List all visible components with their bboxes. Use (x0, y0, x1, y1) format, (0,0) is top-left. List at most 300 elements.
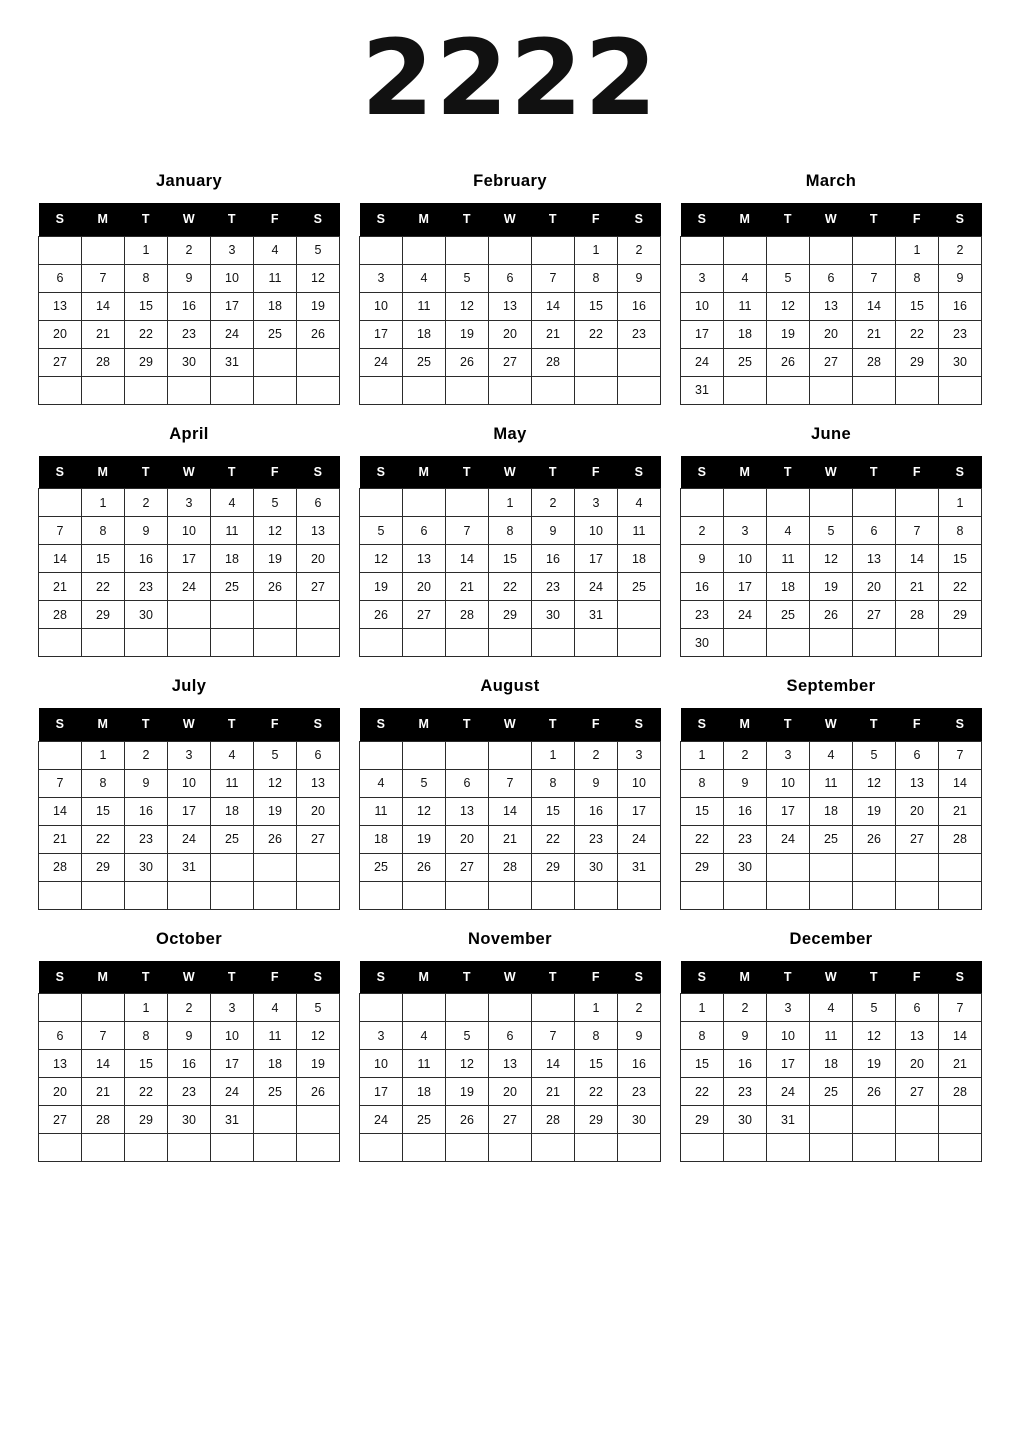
day-cell[interactable]: 10 (211, 1022, 254, 1050)
day-cell[interactable]: 10 (724, 545, 767, 573)
day-cell[interactable]: 28 (39, 601, 82, 629)
day-cell[interactable]: 5 (767, 264, 810, 292)
day-cell[interactable]: 28 (446, 601, 489, 629)
day-cell[interactable]: 3 (724, 517, 767, 545)
day-cell[interactable]: 25 (254, 1078, 297, 1106)
day-cell[interactable]: 1 (681, 994, 724, 1022)
day-cell[interactable]: 27 (853, 601, 896, 629)
day-cell[interactable]: 29 (82, 601, 125, 629)
day-cell[interactable]: 6 (39, 264, 82, 292)
day-cell[interactable]: 26 (297, 320, 340, 348)
day-cell[interactable]: 22 (575, 320, 618, 348)
day-cell[interactable]: 5 (446, 1022, 489, 1050)
day-cell[interactable]: 30 (532, 601, 575, 629)
day-cell[interactable]: 14 (39, 545, 82, 573)
day-cell[interactable]: 25 (211, 573, 254, 601)
day-cell[interactable]: 21 (939, 797, 982, 825)
day-cell[interactable]: 28 (939, 825, 982, 853)
day-cell[interactable]: 4 (403, 264, 446, 292)
day-cell[interactable]: 18 (360, 825, 403, 853)
day-cell[interactable]: 3 (360, 264, 403, 292)
day-cell[interactable]: 1 (489, 489, 532, 517)
day-cell[interactable]: 3 (618, 741, 661, 769)
day-cell[interactable]: 22 (125, 320, 168, 348)
day-cell[interactable]: 25 (618, 573, 661, 601)
day-cell[interactable]: 30 (618, 1106, 661, 1134)
day-cell[interactable]: 1 (125, 994, 168, 1022)
day-cell[interactable]: 3 (767, 994, 810, 1022)
day-cell[interactable]: 19 (767, 320, 810, 348)
day-cell[interactable]: 6 (853, 517, 896, 545)
day-cell[interactable]: 25 (403, 1106, 446, 1134)
day-cell[interactable]: 21 (939, 1050, 982, 1078)
day-cell[interactable]: 31 (211, 348, 254, 376)
day-cell[interactable]: 7 (82, 264, 125, 292)
day-cell[interactable]: 7 (489, 769, 532, 797)
day-cell[interactable]: 8 (681, 769, 724, 797)
day-cell[interactable]: 25 (724, 348, 767, 376)
day-cell[interactable]: 15 (939, 545, 982, 573)
day-cell[interactable]: 5 (853, 741, 896, 769)
day-cell[interactable]: 4 (767, 517, 810, 545)
day-cell[interactable]: 18 (403, 320, 446, 348)
day-cell[interactable]: 1 (125, 236, 168, 264)
day-cell[interactable]: 24 (360, 348, 403, 376)
day-cell[interactable]: 23 (939, 320, 982, 348)
day-cell[interactable]: 22 (489, 573, 532, 601)
day-cell[interactable]: 26 (254, 573, 297, 601)
day-cell[interactable]: 7 (39, 769, 82, 797)
day-cell[interactable]: 24 (767, 825, 810, 853)
day-cell[interactable]: 22 (575, 1078, 618, 1106)
day-cell[interactable]: 16 (724, 797, 767, 825)
day-cell[interactable]: 6 (896, 994, 939, 1022)
day-cell[interactable]: 28 (82, 1106, 125, 1134)
day-cell[interactable]: 18 (767, 573, 810, 601)
day-cell[interactable]: 14 (853, 292, 896, 320)
day-cell[interactable]: 10 (360, 292, 403, 320)
day-cell[interactable]: 16 (125, 797, 168, 825)
day-cell[interactable]: 16 (575, 797, 618, 825)
day-cell[interactable]: 7 (39, 517, 82, 545)
day-cell[interactable]: 9 (939, 264, 982, 292)
day-cell[interactable]: 21 (39, 573, 82, 601)
day-cell[interactable]: 6 (810, 264, 853, 292)
day-cell[interactable]: 18 (810, 1050, 853, 1078)
day-cell[interactable]: 27 (297, 573, 340, 601)
day-cell[interactable]: 31 (681, 376, 724, 404)
day-cell[interactable]: 2 (681, 517, 724, 545)
day-cell[interactable]: 26 (403, 853, 446, 881)
day-cell[interactable]: 12 (767, 292, 810, 320)
day-cell[interactable]: 5 (254, 489, 297, 517)
day-cell[interactable]: 11 (211, 769, 254, 797)
day-cell[interactable]: 3 (211, 236, 254, 264)
day-cell[interactable]: 19 (853, 1050, 896, 1078)
day-cell[interactable]: 11 (810, 769, 853, 797)
day-cell[interactable]: 27 (810, 348, 853, 376)
day-cell[interactable]: 25 (810, 1078, 853, 1106)
day-cell[interactable]: 7 (939, 994, 982, 1022)
day-cell[interactable]: 20 (896, 797, 939, 825)
day-cell[interactable]: 19 (297, 1050, 340, 1078)
day-cell[interactable]: 25 (360, 853, 403, 881)
day-cell[interactable]: 20 (853, 573, 896, 601)
day-cell[interactable]: 27 (39, 348, 82, 376)
day-cell[interactable]: 20 (403, 573, 446, 601)
day-cell[interactable]: 4 (618, 489, 661, 517)
day-cell[interactable]: 21 (532, 320, 575, 348)
day-cell[interactable]: 25 (254, 320, 297, 348)
day-cell[interactable]: 28 (489, 853, 532, 881)
day-cell[interactable]: 13 (853, 545, 896, 573)
day-cell[interactable]: 8 (82, 517, 125, 545)
day-cell[interactable]: 17 (360, 320, 403, 348)
day-cell[interactable]: 20 (810, 320, 853, 348)
day-cell[interactable]: 6 (297, 741, 340, 769)
day-cell[interactable]: 29 (939, 601, 982, 629)
day-cell[interactable]: 12 (254, 517, 297, 545)
day-cell[interactable]: 11 (403, 1050, 446, 1078)
day-cell[interactable]: 27 (489, 348, 532, 376)
day-cell[interactable]: 16 (618, 1050, 661, 1078)
day-cell[interactable]: 27 (39, 1106, 82, 1134)
day-cell[interactable]: 12 (403, 797, 446, 825)
day-cell[interactable]: 29 (681, 1106, 724, 1134)
day-cell[interactable]: 8 (532, 769, 575, 797)
day-cell[interactable]: 30 (125, 853, 168, 881)
day-cell[interactable]: 23 (532, 573, 575, 601)
day-cell[interactable]: 5 (254, 741, 297, 769)
day-cell[interactable]: 14 (39, 797, 82, 825)
day-cell[interactable]: 16 (532, 545, 575, 573)
day-cell[interactable]: 5 (403, 769, 446, 797)
day-cell[interactable]: 15 (82, 545, 125, 573)
day-cell[interactable]: 30 (724, 1106, 767, 1134)
day-cell[interactable]: 8 (939, 517, 982, 545)
day-cell[interactable]: 5 (810, 517, 853, 545)
day-cell[interactable]: 26 (767, 348, 810, 376)
day-cell[interactable]: 1 (575, 994, 618, 1022)
day-cell[interactable]: 28 (896, 601, 939, 629)
day-cell[interactable]: 13 (297, 769, 340, 797)
day-cell[interactable]: 11 (767, 545, 810, 573)
day-cell[interactable]: 12 (810, 545, 853, 573)
day-cell[interactable]: 30 (125, 601, 168, 629)
day-cell[interactable]: 13 (896, 1022, 939, 1050)
day-cell[interactable]: 29 (681, 853, 724, 881)
day-cell[interactable]: 26 (254, 825, 297, 853)
day-cell[interactable]: 10 (575, 517, 618, 545)
day-cell[interactable]: 16 (681, 573, 724, 601)
day-cell[interactable]: 9 (724, 1022, 767, 1050)
day-cell[interactable]: 8 (82, 769, 125, 797)
day-cell[interactable]: 31 (618, 853, 661, 881)
day-cell[interactable]: 14 (939, 769, 982, 797)
day-cell[interactable]: 10 (168, 769, 211, 797)
day-cell[interactable]: 12 (254, 769, 297, 797)
day-cell[interactable]: 21 (39, 825, 82, 853)
day-cell[interactable]: 15 (681, 797, 724, 825)
day-cell[interactable]: 21 (82, 320, 125, 348)
day-cell[interactable]: 29 (489, 601, 532, 629)
day-cell[interactable]: 28 (39, 853, 82, 881)
day-cell[interactable]: 26 (297, 1078, 340, 1106)
day-cell[interactable]: 4 (724, 264, 767, 292)
day-cell[interactable]: 22 (82, 825, 125, 853)
day-cell[interactable]: 1 (896, 236, 939, 264)
day-cell[interactable]: 16 (168, 1050, 211, 1078)
day-cell[interactable]: 23 (168, 1078, 211, 1106)
day-cell[interactable]: 19 (853, 797, 896, 825)
day-cell[interactable]: 25 (211, 825, 254, 853)
day-cell[interactable]: 1 (82, 489, 125, 517)
day-cell[interactable]: 23 (575, 825, 618, 853)
day-cell[interactable]: 18 (211, 797, 254, 825)
day-cell[interactable]: 20 (39, 320, 82, 348)
day-cell[interactable]: 9 (532, 517, 575, 545)
day-cell[interactable]: 21 (489, 825, 532, 853)
day-cell[interactable]: 31 (575, 601, 618, 629)
day-cell[interactable]: 22 (681, 1078, 724, 1106)
day-cell[interactable]: 31 (767, 1106, 810, 1134)
day-cell[interactable]: 10 (211, 264, 254, 292)
day-cell[interactable]: 16 (939, 292, 982, 320)
day-cell[interactable]: 14 (446, 545, 489, 573)
day-cell[interactable]: 27 (896, 825, 939, 853)
day-cell[interactable]: 18 (403, 1078, 446, 1106)
day-cell[interactable]: 14 (939, 1022, 982, 1050)
day-cell[interactable]: 9 (681, 545, 724, 573)
day-cell[interactable]: 13 (297, 517, 340, 545)
day-cell[interactable]: 2 (168, 994, 211, 1022)
day-cell[interactable]: 23 (125, 573, 168, 601)
day-cell[interactable]: 14 (489, 797, 532, 825)
day-cell[interactable]: 5 (446, 264, 489, 292)
day-cell[interactable]: 30 (939, 348, 982, 376)
day-cell[interactable]: 28 (853, 348, 896, 376)
day-cell[interactable]: 23 (724, 825, 767, 853)
day-cell[interactable]: 12 (297, 1022, 340, 1050)
day-cell[interactable]: 21 (82, 1078, 125, 1106)
day-cell[interactable]: 17 (360, 1078, 403, 1106)
day-cell[interactable]: 3 (168, 741, 211, 769)
day-cell[interactable]: 1 (82, 741, 125, 769)
day-cell[interactable]: 17 (618, 797, 661, 825)
day-cell[interactable]: 23 (724, 1078, 767, 1106)
day-cell[interactable]: 2 (724, 994, 767, 1022)
day-cell[interactable]: 31 (168, 853, 211, 881)
day-cell[interactable]: 30 (168, 348, 211, 376)
day-cell[interactable]: 13 (39, 1050, 82, 1078)
day-cell[interactable]: 10 (360, 1050, 403, 1078)
day-cell[interactable]: 20 (39, 1078, 82, 1106)
day-cell[interactable]: 11 (254, 1022, 297, 1050)
day-cell[interactable]: 4 (403, 1022, 446, 1050)
day-cell[interactable]: 17 (681, 320, 724, 348)
day-cell[interactable]: 14 (896, 545, 939, 573)
day-cell[interactable]: 13 (489, 292, 532, 320)
day-cell[interactable]: 10 (767, 1022, 810, 1050)
day-cell[interactable]: 23 (618, 320, 661, 348)
day-cell[interactable]: 3 (767, 741, 810, 769)
day-cell[interactable]: 11 (810, 1022, 853, 1050)
day-cell[interactable]: 21 (853, 320, 896, 348)
day-cell[interactable]: 23 (618, 1078, 661, 1106)
day-cell[interactable]: 24 (211, 320, 254, 348)
day-cell[interactable]: 4 (254, 994, 297, 1022)
day-cell[interactable]: 28 (939, 1078, 982, 1106)
day-cell[interactable]: 7 (82, 1022, 125, 1050)
day-cell[interactable]: 18 (254, 292, 297, 320)
day-cell[interactable]: 7 (896, 517, 939, 545)
day-cell[interactable]: 12 (446, 292, 489, 320)
day-cell[interactable]: 4 (810, 994, 853, 1022)
day-cell[interactable]: 11 (254, 264, 297, 292)
day-cell[interactable]: 18 (618, 545, 661, 573)
day-cell[interactable]: 5 (360, 517, 403, 545)
day-cell[interactable]: 15 (532, 797, 575, 825)
day-cell[interactable]: 6 (403, 517, 446, 545)
day-cell[interactable]: 10 (618, 769, 661, 797)
day-cell[interactable]: 12 (853, 769, 896, 797)
day-cell[interactable]: 27 (446, 853, 489, 881)
day-cell[interactable]: 29 (125, 1106, 168, 1134)
day-cell[interactable]: 29 (896, 348, 939, 376)
day-cell[interactable]: 29 (575, 1106, 618, 1134)
day-cell[interactable]: 2 (724, 741, 767, 769)
day-cell[interactable]: 17 (724, 573, 767, 601)
day-cell[interactable]: 11 (618, 517, 661, 545)
day-cell[interactable]: 6 (39, 1022, 82, 1050)
day-cell[interactable]: 19 (254, 797, 297, 825)
day-cell[interactable]: 22 (125, 1078, 168, 1106)
day-cell[interactable]: 15 (125, 292, 168, 320)
day-cell[interactable]: 13 (810, 292, 853, 320)
day-cell[interactable]: 26 (853, 825, 896, 853)
day-cell[interactable]: 8 (896, 264, 939, 292)
day-cell[interactable]: 10 (767, 769, 810, 797)
day-cell[interactable]: 4 (254, 236, 297, 264)
day-cell[interactable]: 15 (489, 545, 532, 573)
day-cell[interactable]: 17 (168, 545, 211, 573)
day-cell[interactable]: 4 (211, 489, 254, 517)
day-cell[interactable]: 22 (82, 573, 125, 601)
day-cell[interactable]: 11 (403, 292, 446, 320)
day-cell[interactable]: 11 (211, 517, 254, 545)
day-cell[interactable]: 21 (532, 1078, 575, 1106)
day-cell[interactable]: 14 (532, 1050, 575, 1078)
day-cell[interactable]: 26 (810, 601, 853, 629)
day-cell[interactable]: 25 (810, 825, 853, 853)
day-cell[interactable]: 17 (767, 797, 810, 825)
day-cell[interactable]: 24 (681, 348, 724, 376)
day-cell[interactable]: 24 (575, 573, 618, 601)
day-cell[interactable]: 10 (168, 517, 211, 545)
day-cell[interactable]: 19 (297, 292, 340, 320)
day-cell[interactable]: 2 (125, 489, 168, 517)
day-cell[interactable]: 16 (618, 292, 661, 320)
day-cell[interactable]: 19 (446, 1078, 489, 1106)
day-cell[interactable]: 6 (489, 264, 532, 292)
day-cell[interactable]: 2 (939, 236, 982, 264)
day-cell[interactable]: 20 (896, 1050, 939, 1078)
day-cell[interactable]: 8 (125, 1022, 168, 1050)
day-cell[interactable]: 12 (297, 264, 340, 292)
day-cell[interactable]: 30 (168, 1106, 211, 1134)
day-cell[interactable]: 19 (360, 573, 403, 601)
day-cell[interactable]: 18 (254, 1050, 297, 1078)
day-cell[interactable]: 24 (767, 1078, 810, 1106)
day-cell[interactable]: 21 (446, 573, 489, 601)
day-cell[interactable]: 26 (853, 1078, 896, 1106)
day-cell[interactable]: 15 (575, 1050, 618, 1078)
day-cell[interactable]: 24 (618, 825, 661, 853)
day-cell[interactable]: 17 (575, 545, 618, 573)
day-cell[interactable]: 27 (896, 1078, 939, 1106)
day-cell[interactable]: 23 (168, 320, 211, 348)
day-cell[interactable]: 13 (489, 1050, 532, 1078)
day-cell[interactable]: 6 (446, 769, 489, 797)
day-cell[interactable]: 3 (168, 489, 211, 517)
day-cell[interactable]: 30 (681, 629, 724, 657)
day-cell[interactable]: 21 (896, 573, 939, 601)
day-cell[interactable]: 24 (724, 601, 767, 629)
day-cell[interactable]: 29 (532, 853, 575, 881)
day-cell[interactable]: 24 (360, 1106, 403, 1134)
day-cell[interactable]: 18 (810, 797, 853, 825)
day-cell[interactable]: 13 (446, 797, 489, 825)
day-cell[interactable]: 26 (360, 601, 403, 629)
day-cell[interactable]: 1 (681, 741, 724, 769)
day-cell[interactable]: 15 (896, 292, 939, 320)
day-cell[interactable]: 17 (767, 1050, 810, 1078)
day-cell[interactable]: 13 (403, 545, 446, 573)
day-cell[interactable]: 15 (575, 292, 618, 320)
day-cell[interactable]: 24 (168, 825, 211, 853)
day-cell[interactable]: 7 (853, 264, 896, 292)
day-cell[interactable]: 20 (297, 545, 340, 573)
day-cell[interactable]: 9 (618, 264, 661, 292)
day-cell[interactable]: 23 (681, 601, 724, 629)
day-cell[interactable]: 9 (724, 769, 767, 797)
day-cell[interactable]: 31 (211, 1106, 254, 1134)
day-cell[interactable]: 7 (446, 517, 489, 545)
day-cell[interactable]: 1 (939, 489, 982, 517)
day-cell[interactable]: 2 (125, 741, 168, 769)
day-cell[interactable]: 28 (532, 1106, 575, 1134)
day-cell[interactable]: 26 (446, 1106, 489, 1134)
day-cell[interactable]: 9 (168, 1022, 211, 1050)
day-cell[interactable]: 19 (810, 573, 853, 601)
day-cell[interactable]: 12 (360, 545, 403, 573)
day-cell[interactable]: 6 (489, 1022, 532, 1050)
day-cell[interactable]: 29 (82, 853, 125, 881)
day-cell[interactable]: 15 (82, 797, 125, 825)
day-cell[interactable]: 15 (125, 1050, 168, 1078)
day-cell[interactable]: 27 (403, 601, 446, 629)
day-cell[interactable]: 22 (532, 825, 575, 853)
day-cell[interactable]: 18 (211, 545, 254, 573)
day-cell[interactable]: 7 (939, 741, 982, 769)
day-cell[interactable]: 5 (297, 236, 340, 264)
day-cell[interactable]: 4 (211, 741, 254, 769)
day-cell[interactable]: 13 (896, 769, 939, 797)
day-cell[interactable]: 17 (168, 797, 211, 825)
day-cell[interactable]: 4 (360, 769, 403, 797)
day-cell[interactable]: 25 (403, 348, 446, 376)
day-cell[interactable]: 3 (681, 264, 724, 292)
